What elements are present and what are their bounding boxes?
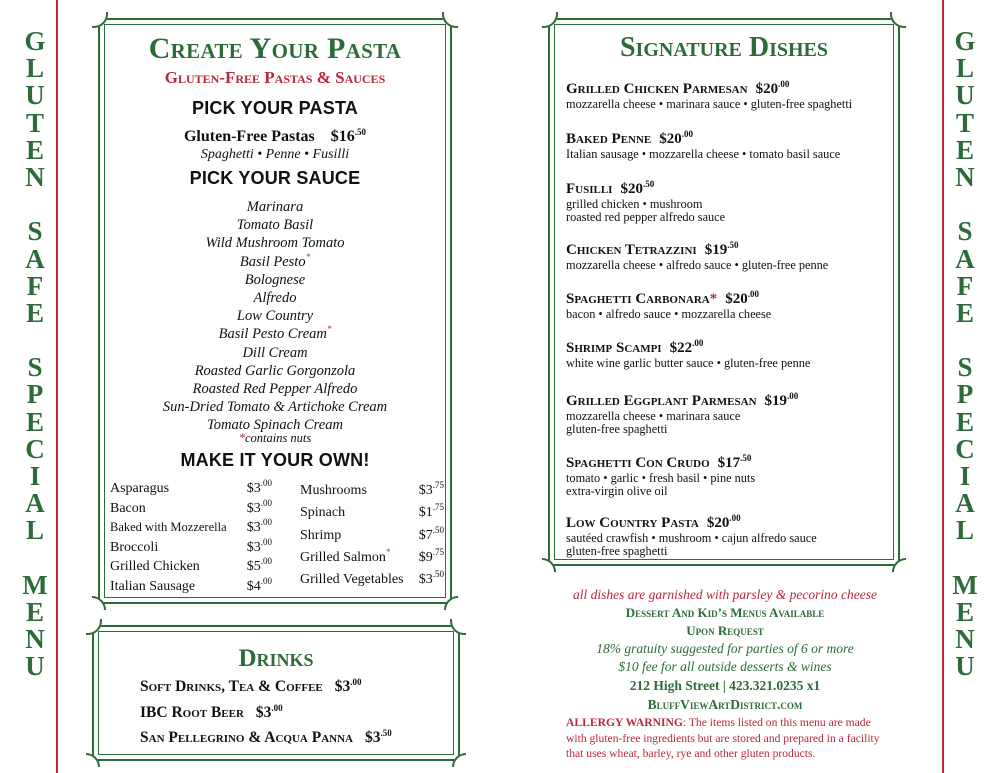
banner-letter: N [25,161,45,192]
sauce-item: Basil Pesto Cream* [218,324,332,343]
dish-description: extra-virgin olive oil [566,484,668,498]
dish-name: Fusilli $\$20^{.50}$ [566,179,655,197]
nuts-note: *contains nuts [238,431,312,445]
addon-name: Shrimp [300,527,342,543]
allergy-text: : The items listed on this menu are made with gluten-free ingredients but are stored and prepared in a facility that uses wheat, barley, rye and other gluten products. [566,716,880,760]
banner-letter: T [25,107,44,138]
dish-description: mozzarella cheese • marinara sauce [566,409,741,423]
dish-price: $\$22^{.00}$ [669,338,704,356]
dish-description: gluten-free spaghetti [566,544,668,558]
addon-price: $\$3^{.00}$ [246,517,272,536]
dish-name: Chicken Tetrazzini $\$19^{.50}$ [566,240,739,258]
banner-letter: S [27,216,43,247]
signature-dish [566,510,890,558]
banner-letter: C [955,433,975,464]
addon-name: Spinach [300,505,346,521]
dish-description: gluten-free spaghetti [566,422,668,436]
create-pasta-title: Create Your Pasta [148,32,402,65]
banner-letter: L [25,53,44,84]
addon-item [110,474,272,494]
sauce-item: Tomato Spinach Cream [207,417,343,434]
addon-name: Mushrooms [300,483,367,498]
create-pasta-subtitle: Gluten-Free Pastas & Sauces [164,68,386,87]
dish-name: Grilled Chicken Parmesan $\$20^{.00}$ [566,79,790,97]
banner-word [955,218,975,327]
dish-description: bacon • alfredo sauce • mozzarella cheese [566,307,772,321]
signature-dish [566,76,890,111]
dish-name: Shrimp Scampi $\$22^{.00}$ [566,338,704,356]
drink-price: $\$3^{.00}$ [334,677,362,695]
signature-title: Signature Dishes [619,32,829,63]
signature-dishes-panel [548,18,900,566]
addon-price: $\$9^{.75}$ [418,546,444,565]
addon-price: $\$1^{.75}$ [418,502,444,521]
website-link[interactable]: BluffViewArtDistrict.com [647,697,803,712]
make-own-heading: MAKE IT YOUR OWN! [180,450,370,470]
banner-letter: E [955,134,974,165]
signature-dish [566,126,890,161]
banner-letter: F [956,270,974,301]
addon-item [110,494,272,514]
drink-price: $\$3^{.50}$ [365,728,392,746]
addon-item [110,533,272,553]
banner-word [954,28,975,191]
banner-letter: E [25,596,44,627]
banner-letter: U [955,651,975,682]
dish-price: $\$20^{.00}$ [725,289,759,307]
gf-pastas-label: Gluten-Free Pastas [183,128,315,145]
addon-name: Grilled Vegetables [300,572,404,588]
pasta-shapes: Spaghetti • Penne • Fusilli [200,147,350,162]
addon-item [110,513,272,536]
dish-description: Italian sausage • mozzarella cheese • tomato basil sauce [566,147,841,161]
addon-price: $\$3^{.50}$ [418,569,444,588]
banner-letter: P [956,379,974,410]
sauce-item: Dill Cream [242,344,308,361]
banner-letter: C [25,433,45,464]
signature-dish [566,450,890,498]
dish-name: Low Country Pasta $\$20^{.00}$ [566,513,741,531]
addon-name: Italian Sausage [110,578,196,594]
dish-description: roasted red pepper alfredo sauce [566,210,726,224]
dish-price: $\$19^{.00}$ [764,391,799,409]
address-phone: 212 High Street | 423.321.0235 x1 [629,678,821,693]
addon-item [300,496,444,521]
pick-pasta-heading: PICK YOUR PASTA [191,98,359,118]
dish-description: mozzarella cheese • alfredo sauce • gluten-free penne [566,258,829,272]
dish-name: Baked Penne $\$20^{.00}$ [566,129,694,147]
drinks-title: Drinks [238,645,314,672]
sauce-item: Roasted Red Pepper Alfredo [192,380,358,397]
dessert-line-1: Dessert And Kid’s Menus Available [625,605,825,620]
addon-price: $\$3^{.00}$ [246,536,272,555]
banner-letter: N [955,624,975,655]
addon-item [110,572,272,592]
dish-name: Spaghetti Carbonara* $\$20^{.00}$ [566,289,759,307]
dish-price: $\$19^{.50}$ [704,240,739,258]
addon-name: Asparagus [110,481,170,496]
outside-fee-note: $10 fee for all outside desserts & wines [618,659,832,674]
banner-letter: A [25,488,45,519]
banner-letter: E [955,406,974,437]
addon-item [110,552,272,575]
addon-name: Baked with Mozzerella [110,520,227,535]
sauce-item: Bolognese [244,271,306,288]
dish-price: $\$20^{.00}$ [755,79,790,97]
banner-letter: A [955,488,975,519]
banner-word [25,218,45,327]
banner-letter: G [24,26,46,56]
drink-item: Soft Drinks, Tea & Coffee $\$3^{.00}$ [140,677,362,695]
banner-letter: P [26,379,44,410]
banner-letter: A [25,243,45,274]
create-pasta-panel [98,18,452,604]
banner-letter: F [26,270,44,301]
side-banner-letters-right [942,28,988,681]
side-banner-right [942,0,988,773]
sauce-item: Alfredo [253,289,297,306]
addon-price: $\$7^{.50}$ [418,524,444,543]
addon-price: $\$4^{.00}$ [246,575,272,594]
addon-item [300,541,444,563]
banner-letter: G [954,26,976,56]
dish-description: tomato • garlic • fresh basil • pine nuts [566,471,756,485]
drink-item: San Pellegrino & Acqua Panna $\$3^{.50}$ [140,728,392,746]
dish-price: $\$20^{.50}$ [620,179,655,197]
signature-dish [566,388,890,436]
signature-dish [566,286,890,321]
banner-word [22,569,48,682]
gf-pastas-price: $\$16^{.50}$ [330,127,367,145]
sauce-item: Low Country [236,308,314,325]
side-banner-left [12,0,58,773]
addon-price: $\$5^{.00}$ [246,556,272,575]
banner-word [952,569,978,682]
banner-letter: T [955,107,974,138]
signature-dish [566,237,890,272]
banner-letter: A [955,243,975,274]
dish-name: Spaghetti Con Crudo $\$17^{.50}$ [566,453,752,471]
banner-letter: M [22,569,48,600]
dish-description: sautéed crawfish • mushroom • cajun alfredo sauce [566,531,817,545]
banner-word [24,28,45,191]
sauce-item: Marinara [246,199,304,215]
dish-price: $\$20^{.00}$ [706,513,741,531]
addon-name: Grilled Chicken [110,559,200,575]
drink-item: IBC Root Beer $\$3^{.00}$ [140,703,283,721]
signature-dish [566,176,890,224]
drink-price: $\$3^{.00}$ [255,703,283,721]
addon-name: Broccoli [110,539,159,555]
banner-letter: I [29,461,41,491]
allergy-warning [566,715,886,762]
banner-letter: E [25,297,44,328]
sauce-list [100,193,450,434]
banner-letter: L [25,515,44,546]
sauce-item: Tomato Basil [236,217,314,234]
banner-word [25,354,45,544]
banner-letter: U [25,80,45,111]
menu-footer [560,586,890,714]
banner-letter: U [955,80,975,111]
allergy-label: ALLERGY WARNING [566,716,683,729]
banner-letter: E [25,134,44,165]
dish-description: white wine garlic butter sauce • gluten-free penne [566,356,811,370]
addons-right-list [300,474,444,588]
banner-letter: M [952,569,978,600]
banner-letter: S [27,352,43,383]
dish-price: $\$17^{.50}$ [717,453,752,471]
signature-dish [566,335,890,370]
banner-letter: N [25,624,45,655]
banner-letter: L [955,53,974,84]
banner-letter: E [955,297,974,328]
addon-price: $\$3^{.75}$ [418,480,444,498]
dish-price: $\$20^{.00}$ [659,129,694,147]
banner-letter: I [959,461,971,491]
sauce-item: Roasted Garlic Gorgonzola [194,362,356,379]
sauce-item: Wild Mushroom Tomato [205,235,345,252]
garnish-note: all dishes are garnished with parsley & pecorino cheese [573,587,877,602]
gf-pastas-row [100,127,450,146]
pick-sauce-heading: PICK YOUR SAUCE [189,168,361,188]
dish-name: Grilled Eggplant Parmesan $\$19^{.00}$ [566,391,799,409]
dessert-line-2: Upon Request [686,623,764,638]
sauce-item: Basil Pesto* [239,251,311,270]
addon-item [300,519,444,541]
side-banner-letters-left [12,28,58,681]
addon-name: Grilled Salmon* [300,546,391,565]
drinks-panel [92,625,460,761]
addon-item [300,474,444,496]
banner-letter: S [957,216,973,247]
banner-word [955,354,975,544]
addon-price: $\$3^{.00}$ [246,497,272,516]
sauce-item: Sun-Dried Tomato & Artichoke Cream [162,399,388,416]
gratuity-note: 18% gratuity suggested for parties of 6 or more [596,641,854,656]
addon-name: Bacon [110,500,146,516]
banner-letter: L [955,515,974,546]
addon-item [300,563,444,588]
banner-letter: S [957,352,973,383]
banner-letter: E [955,596,974,627]
dish-description: grilled chicken • mushroom [566,197,703,211]
banner-letter: U [25,651,45,682]
banner-letter: N [955,161,975,192]
dish-description: mozzarella cheese • marinara sauce • gluten-free spaghetti [566,97,853,111]
addon-price: $\$3^{.00}$ [246,478,272,496]
banner-letter: E [25,406,44,437]
addons-left-list [110,474,272,592]
